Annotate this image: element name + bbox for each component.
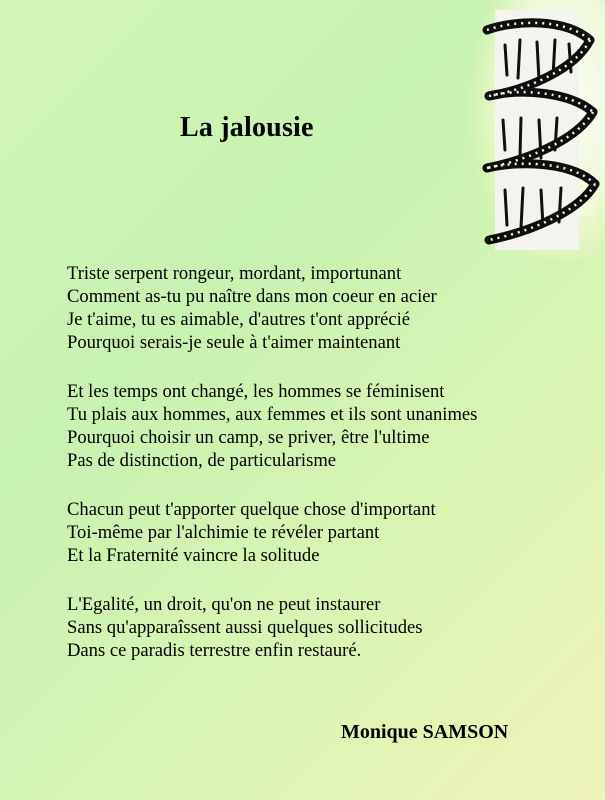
poem-line: Dans ce paradis terrestre enfin restauré. [67,640,362,661]
poem-line: Comment as-tu pu naître dans mon coeur en acier [67,286,437,307]
stanza [67,380,567,472]
stanza [67,593,567,662]
poem-body [67,262,567,688]
author-signature: Monique SAMSON [341,721,509,743]
stanza [67,498,567,567]
poem-line: L'Egalité, un droit, qu'on ne peut instaurer [67,594,381,615]
poem-line: Et les temps ont changé, les hommes se féminisent [67,381,445,402]
stanza [67,262,567,354]
poem-line: Tu plais aux hommes, aux femmes et ils sont unanimes [67,404,478,425]
poem-line: Pourquoi choisir un camp, se priver, être l'ultime [67,427,430,448]
poem-line: Pas de distinction, de particularisme [67,450,337,471]
poem-line: Chacun peut t'apporter quelque chose d'important [67,499,436,520]
poem-title: La jalousie [180,112,314,143]
poem-line: Pourquoi serais-je seule à t'aimer maintenant [67,332,401,353]
serpent-coiled-column-icon [465,0,605,258]
poem-line: Et la Fraternité vaincre la solitude [67,545,320,566]
poem-line: Je t'aime, tu es aimable, d'autres t'ont apprécié [67,309,411,330]
poem-line: Sans qu'apparaîssent aussi quelques sollicitudes [67,617,423,638]
poem-line: Toi-même par l'alchimie te révéler partant [67,522,380,543]
poem-line: Triste serpent rongeur, mordant, importunant [67,263,402,284]
